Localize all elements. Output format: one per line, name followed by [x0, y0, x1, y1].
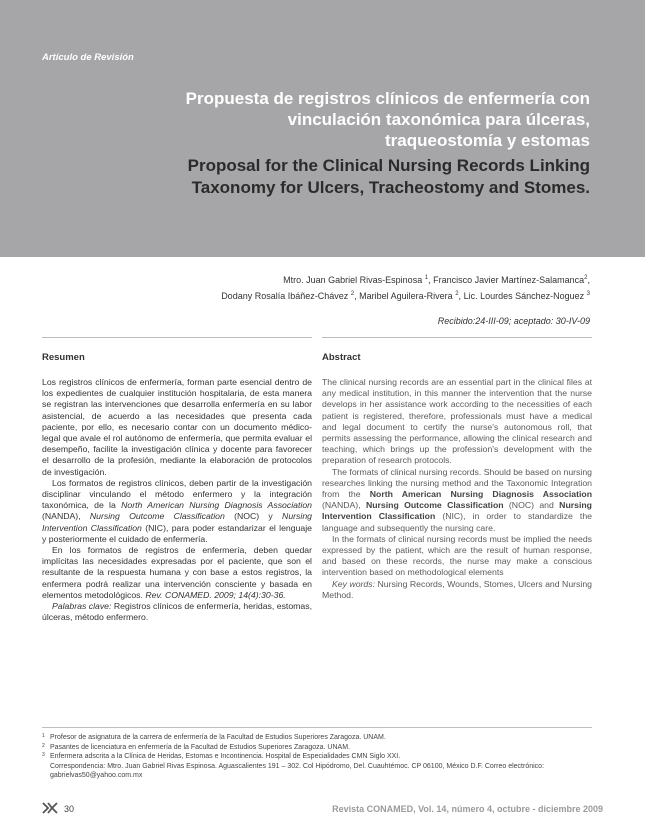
- section-label: Artículo de Revisión: [42, 52, 134, 63]
- conamed-logo-icon: [42, 801, 58, 815]
- abstract-paragraph: The clinical nursing records are an essential part in the clinical files at any medical institution, in this manner the intervention that the nurse develops in her assistance work according to the necessities of each patient is registered, therefore, professionals must have a medical and legal document to certify the nurse's autonomous roll, that permits assessing the performance, allowing the clinical research and teaching, which brings up the profession's development with the preparation of research protocols.: [322, 377, 592, 466]
- abstract-heading: Abstract: [322, 352, 361, 363]
- abstract-keywords: Key words: Nursing Records, Wounds, Stomes, Ulcers and Nursing Method.: [322, 578, 592, 600]
- title-spanish: Propuesta de registros clínicos de enfermería con vinculación taxonómica para úlceras, traqueostomía y estomas: [185, 89, 590, 150]
- footnote-divider: [42, 727, 592, 728]
- resumen-body: [42, 377, 312, 623]
- resumen-paragraph: Los formatos de registros clínicos, deben partir de la investigación disciplinar vinculando el método enfermero y la integración taxonómica, de la North American Nursing Diagnosis Association (NANDA), Nursing Outcome Classification (NOC) y Nursing Intervention Classification (NIC), para poder estandarizar el lenguaje y posteriormente el cuidado de enfermería.: [42, 477, 312, 544]
- abstract-body: [322, 377, 592, 601]
- divider: [42, 337, 312, 338]
- abstract-paragraph: In the formats of clinical nursing records must be implied the needs expressed by the patient, which are the result of human response, and based on these records, the nurse may make a conscious intervention based on methodological elements: [322, 533, 592, 578]
- author: Francisco Javier Martínez-Salamanca: [433, 275, 585, 285]
- author: Lic. Lourdes Sánchez-Noguez: [463, 291, 585, 301]
- title-english: Proposal for the Clinical Nursing Records Linking Taxonomy for Ulcers, Tracheostomy and Stomes.: [187, 156, 590, 197]
- resumen-paragraph: En los formatos de registros de enfermería, deben quedar implícitas las necesidades expresadas por el paciente, que son el resultante de la respuesta humana y con base a estos registros, la enfermera podrá realizar una intervención consciente y basada en elementos metodológicos. Rev. CONAMED. 2009; 14(4):30-36.: [42, 545, 312, 600]
- author: Dodany Rosalía Ibáñez-Chávez: [221, 291, 349, 301]
- resumen-paragraph: Los registros clínicos de enfermería, forman parte esencial dentro de los expedientes de cualquier institución hospitalaria, de esta manera se registran las intervenciones que desarrolla enfermería en su labor asistencial, de acuerdo a las necesidades que presenta cada paciente, por ello, es necesario contar con un documento médico-legal que avale el rol autónomo de enfermería, que permita evaluar el desempeño, facilite la investigación clínica y docente para favorecer el desarrollo de la profesión, mediante la elaboración de protocolos de investigación.: [42, 377, 312, 477]
- abstract-paragraph: The formats of clinical nursing records. Should be based on nursing researches linking the nursing method and the Taxonomic Integration from the North American Nursing Diagnosis Association (NANDA), Nursing Outcome Classification (NOC) and Nursing Intervention Classification (NIC), in order to standardize the language and subsequently the nursing care.: [322, 466, 593, 533]
- divider: [322, 337, 592, 338]
- received-dates: Recibido:24-III-09; aceptado: 30-IV-09: [437, 316, 590, 326]
- footnotes: [42, 733, 592, 781]
- footnote: 3 Enfermera adscrita a la Clínica de Heridas, Estomas e Incontinencia. Hospital de Especialidades CMN Siglo XXI.: [42, 752, 401, 760]
- page-number: 30: [64, 804, 75, 814]
- author: Maribel Aguilera-Rivera: [359, 291, 453, 301]
- footnote: 1 Profesor de asignatura de la carrera de enfermería de la Facultad de Estudios Superiores Zaragoza. UNAM.: [42, 733, 386, 741]
- resumen-heading: Resumen: [42, 352, 85, 363]
- footnote: Correspondencia: Mtro. Juan Gabriel Rivas Espinosa. Aguascalientes 191 – 302. Col Hipódromo, Del. Cuauhtémoc. CP 06100, México D.F. Correo electrónico: gabrielvas50@yahoo.com.mx: [50, 762, 545, 779]
- journal-citation: Revista CONAMED, Vol. 14, número 4, octubre - diciembre 2009: [332, 804, 603, 814]
- header-band: [0, 0, 645, 257]
- author-list: Mtro. Juan Gabriel Rivas-Espinosa $^1$, Francisco Javier Martínez-Salamanca$^2$, Dodany Rosalía Ibáñez-Chávez $^2$, Maribel Aguilera-Rivera $^2$, Lic. Lourdes Sánchez-Noguez $^3$: [221, 275, 590, 301]
- author: Mtro. Juan Gabriel Rivas-Espinosa: [283, 275, 423, 285]
- footnote: 2 Pasantes de licenciatura en enfermería de la Facultad de Estudios Superiores Zaragoza. UNAM.: [42, 742, 350, 751]
- resumen-keywords: Palabras clave: Registros clínicos de enfermería, heridas, estomas, úlceras, método enfermero.: [42, 601, 312, 623]
